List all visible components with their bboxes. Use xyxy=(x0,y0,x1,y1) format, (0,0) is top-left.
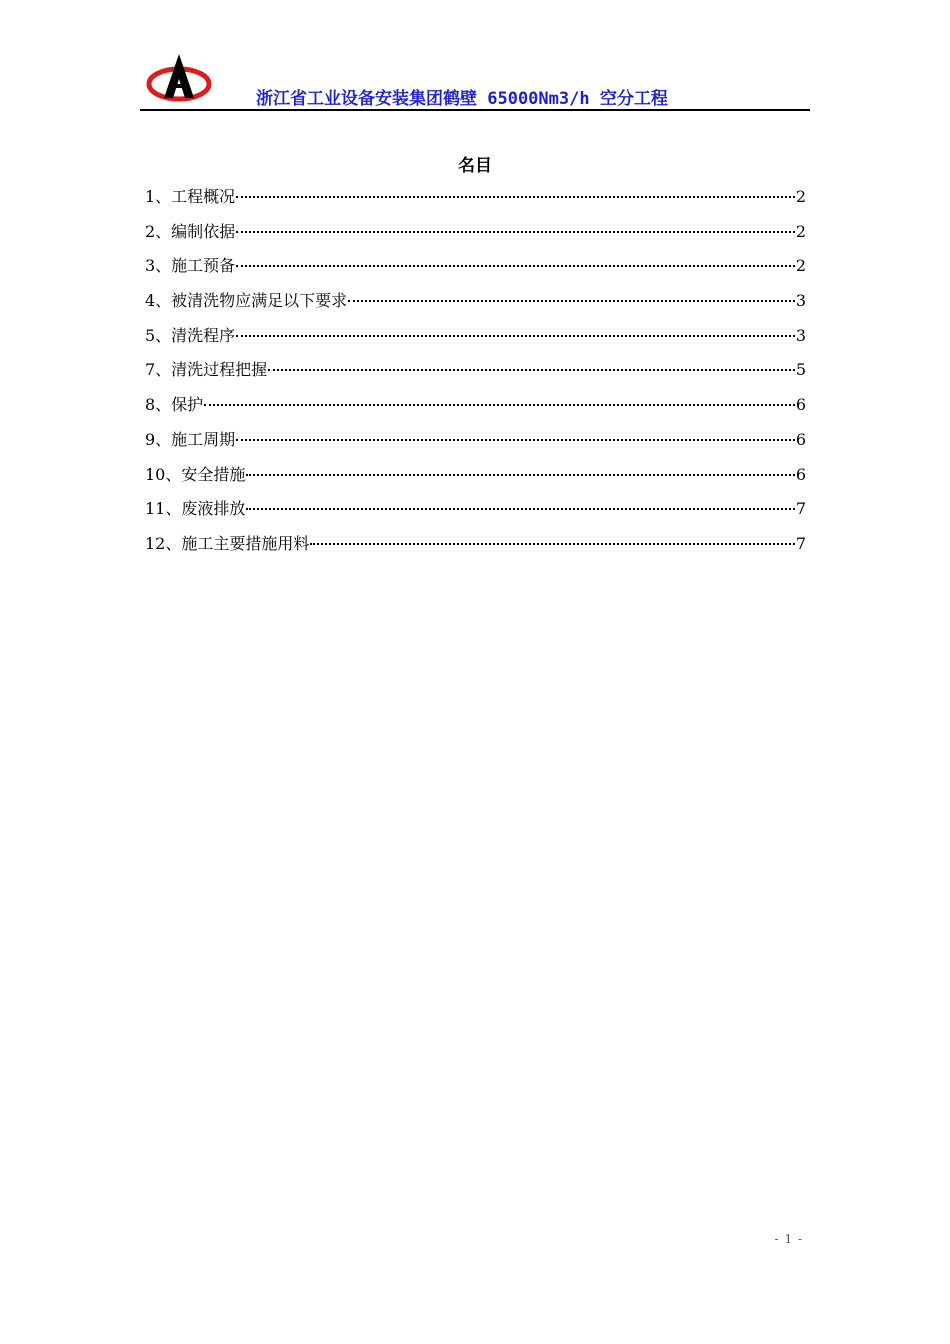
toc-leader-dots xyxy=(236,335,795,337)
toc-entry[interactable] xyxy=(145,532,806,567)
toc-entry-page: 7 xyxy=(795,499,806,519)
page-number: - 1 - xyxy=(774,1232,803,1246)
toc-leader-dots xyxy=(236,439,795,441)
toc-leader-dots xyxy=(348,300,795,302)
toc-leader-dots xyxy=(204,404,795,406)
toc-entry[interactable] xyxy=(145,463,806,498)
toc-entry-page: 2 xyxy=(795,256,806,276)
toc-leader-dots xyxy=(246,474,794,476)
toc-entry-page: 3 xyxy=(795,291,806,311)
header-divider xyxy=(140,109,810,111)
toc-entry-label: 5、清洗程序 xyxy=(145,325,236,345)
toc-leader-dots xyxy=(236,231,795,233)
toc-entry[interactable] xyxy=(145,428,806,463)
toc-entry-label: 10、安全措施 xyxy=(145,464,246,484)
toc-title: 名目 xyxy=(458,156,492,176)
page-header xyxy=(140,48,810,110)
toc-entry-label: 7、清洗过程把握 xyxy=(145,360,268,380)
toc-entry-page: 6 xyxy=(795,464,806,484)
toc-entry-page: 6 xyxy=(795,429,806,449)
toc-entry[interactable] xyxy=(145,220,806,255)
header-title: 浙江省工业设备安装集团鹤壁 65000Nm3/h 空分工程 xyxy=(256,89,668,109)
toc-entry-page: 5 xyxy=(795,360,806,380)
toc-entry-page: 2 xyxy=(795,187,806,206)
toc-entry-page: 3 xyxy=(795,325,806,345)
toc-entry-label: 9、施工周期 xyxy=(145,429,236,449)
toc-entry-page: 6 xyxy=(795,395,806,415)
toc-entry-label: 1、工程概况 xyxy=(145,187,236,206)
toc-entry-label: 12、施工主要措施用料 xyxy=(145,533,310,553)
toc-entry[interactable] xyxy=(145,393,806,428)
toc-leader-dots xyxy=(236,265,795,267)
company-logo-a-icon xyxy=(146,52,212,104)
toc-entry[interactable] xyxy=(145,497,806,532)
toc-leader-dots xyxy=(310,543,794,545)
toc-leader-dots xyxy=(268,369,795,371)
toc-leader-dots xyxy=(246,508,794,510)
toc-entry-label: 8、保护 xyxy=(145,395,204,415)
toc-entry[interactable] xyxy=(145,289,806,324)
toc-leader-dots xyxy=(236,196,795,198)
toc-entry-page: 7 xyxy=(795,533,806,553)
toc-entry[interactable] xyxy=(145,254,806,289)
toc-entry-page: 2 xyxy=(795,221,806,241)
toc-entry-label: 3、施工预备 xyxy=(145,256,236,276)
toc-entry[interactable] xyxy=(145,324,806,359)
toc-entry-label: 2、编制依据 xyxy=(145,221,236,241)
toc-entry[interactable] xyxy=(145,185,806,220)
toc-entry-label: 4、被清洗物应满足以下要求 xyxy=(145,291,348,311)
toc-entry[interactable] xyxy=(145,358,806,393)
table-of-contents xyxy=(145,185,806,567)
toc-entry-label: 11、废液排放 xyxy=(145,499,246,519)
